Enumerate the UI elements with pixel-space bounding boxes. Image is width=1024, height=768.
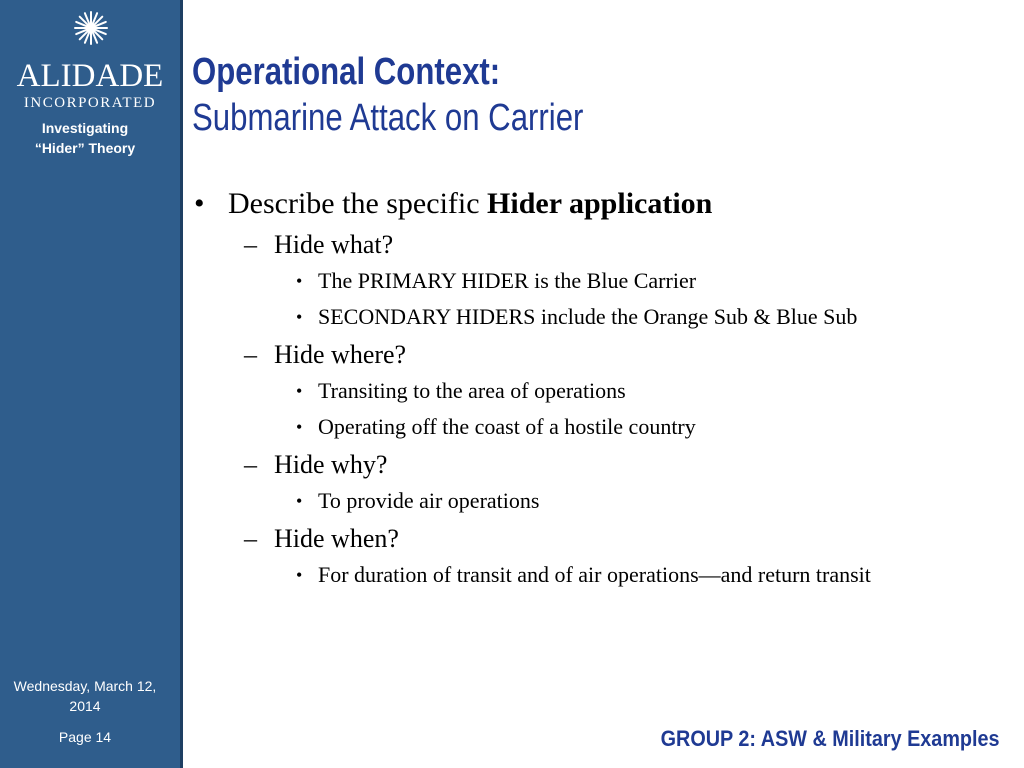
- company-logo-subtitle: INCORPORATED: [23, 95, 157, 111]
- main-bullet: [192, 184, 992, 224]
- title-line-1: Operational Context:: [192, 51, 501, 93]
- section-heading-text: Hide where?: [274, 340, 407, 369]
- section-heading: [192, 228, 992, 262]
- dash-marker: –: [244, 450, 257, 479]
- bullet-marker: •: [296, 381, 303, 401]
- bullet-marker: •: [296, 491, 303, 511]
- section-heading: [192, 338, 992, 372]
- slide-title: [192, 50, 1012, 142]
- section-heading-text: Hide when?: [274, 524, 399, 553]
- slide-body: [192, 184, 992, 596]
- company-logo-name: ALIDADE: [16, 58, 164, 94]
- tagline-line-2: “Hider” Theory: [34, 140, 136, 156]
- bullet-marker: •: [194, 187, 205, 220]
- sub-bullet: [192, 412, 992, 442]
- main-bullet-text: Describe the specific: [228, 187, 488, 220]
- sub-bullet: [192, 266, 992, 296]
- page-number: Page 14: [58, 729, 112, 745]
- sub-bullet-text: To provide air operations: [318, 488, 540, 513]
- dash-marker: –: [244, 524, 257, 553]
- sub-bullet: [192, 302, 992, 332]
- bullet-marker: •: [296, 417, 303, 437]
- sub-bullet: [192, 376, 992, 406]
- sub-bullet-text: The PRIMARY HIDER is the Blue Carrier: [318, 268, 697, 293]
- sub-bullet: [192, 486, 992, 516]
- bullet-marker: •: [296, 271, 303, 291]
- sidebar: [0, 0, 180, 768]
- starburst-logo-icon: [73, 10, 109, 46]
- bullet-marker: •: [296, 307, 303, 327]
- dash-marker: –: [244, 340, 257, 369]
- sub-bullet-text: Transiting to the area of operations: [318, 378, 626, 403]
- section-heading-text: Hide why?: [274, 450, 388, 479]
- sub-bullet-text: Operating off the coast of a hostile country: [318, 414, 696, 439]
- section-heading: [192, 448, 992, 482]
- sub-bullet: [192, 560, 992, 590]
- main-bullet-bold: Hider application: [487, 187, 713, 220]
- presentation-tagline: [0, 118, 170, 158]
- footer-section-label: GROUP 2: ASW & Military Examples: [661, 726, 1000, 751]
- section-heading-text: Hide what?: [274, 230, 394, 259]
- section-heading: [192, 522, 992, 556]
- title-line-2: Submarine Attack on Carrier: [192, 97, 584, 139]
- slide-date: Wednesday, March 12, 2014: [13, 678, 157, 714]
- sub-bullet-text: For duration of transit and of air operations—and return transit: [318, 562, 871, 587]
- sidebar-divider: [180, 0, 183, 768]
- dash-marker: –: [244, 230, 257, 259]
- bullet-marker: •: [296, 565, 303, 585]
- tagline-line-1: Investigating: [41, 120, 129, 136]
- sub-bullet-text: SECONDARY HIDERS include the Orange Sub & Blue Sub: [318, 304, 858, 329]
